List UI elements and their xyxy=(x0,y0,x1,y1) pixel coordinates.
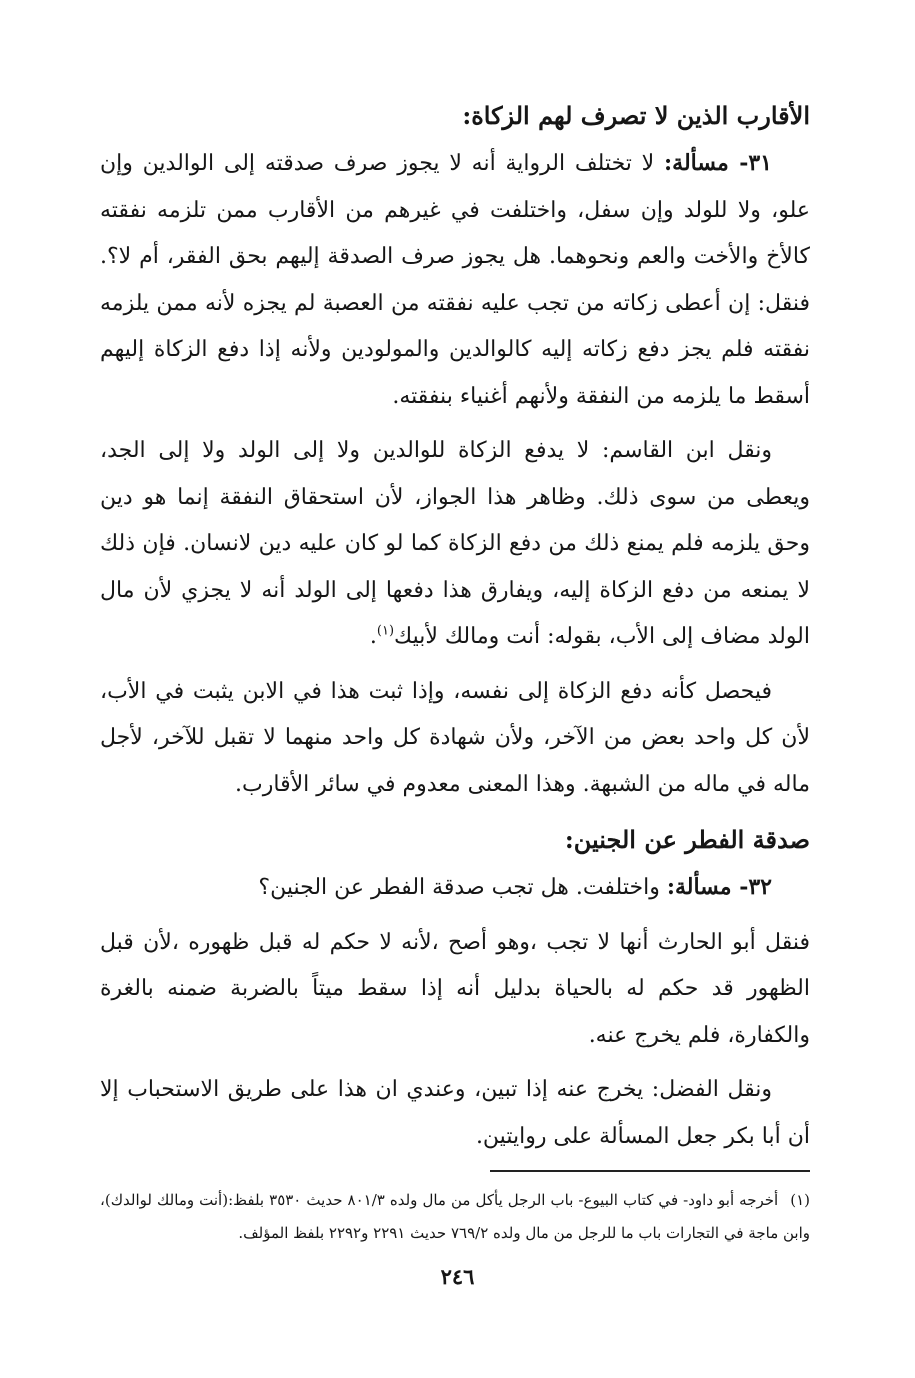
footnote-divider xyxy=(490,1170,810,1172)
issue-31-text: لا تختلف الرواية أنه لا يجوز صرف صدقته إلى الوالدين وإن علو، ولا للولد وإن سفل، واختلفت في غيرهم من الأقارب ممن تلزمه نفقته كالأخ والأخت والعم ونحوهما. هل يجوز صرف الصدقة إليهم بحق الفقر، أم لا؟. فنقل: إن أعطى زكاته من تجب عليه نفقته من العصبة لم يجزه لأنه ممن يلزمه نفقته فلم يجز دفع زكاته إليه كالوالدين والمولودين ولأنه إذا دفع الزكاة إليهم أسقط ما يلزمه من النفقة ولأنهم أغنياء بنفقته. xyxy=(100,151,810,409)
issue-32-paragraph xyxy=(100,864,810,912)
paragraph-end-mark: . xyxy=(369,624,377,649)
issue-32-text: واختلفت. هل تجب صدقة الفطر عن الجنين؟ xyxy=(258,875,660,900)
ibn-alqasim-text: ونقل ابن القاسم: لا يدفع الزكاة للوالدين ولا إلى الولد ولا إلى الجد، ويعطى من سوى ذلك. وظاهر هذا الجواز، لأن استحقاق النفقة إنما هو دين وحق يلزمه فلم يمنع ذلك من دفع الزكاة كما لو كان عليه دين لانسان. فإن ذلك لا يمنعه من دفع الزكاة إليه، ويفارق هذا دفعها إلى الولد أنه لا يجزي لأن مال الولد مضاف إلى الأب، بقوله: أنت ومالك لأبيك xyxy=(100,438,810,649)
footnote-text: أخرجه أبو داود- في كتاب البيوع- باب الرجل يأكل من مال ولده ٨٠١/٣ حديث ٣٥٣٠ بلفظ:(أنت ومالك لوالدك)، وابن ماجة في التجارات باب ما للرجل من مال ولده ٧٦٩/٢ حديث ٢٢٩١ و٢٢٩٢ بلفظ المؤلف. xyxy=(100,1191,810,1242)
issue-31-paragraph xyxy=(100,140,810,420)
issue-31-number: ٣١- مسألة: xyxy=(664,150,772,176)
section-heading-relatives: الأقارب الذين لا تصرف لهم الزكاة: xyxy=(462,101,810,130)
footnote-marker: (١) xyxy=(790,1191,810,1209)
footnote-reference: (١) xyxy=(376,623,395,639)
al-fadl-paragraph: ونقل الفضل: يخرج عنه إذا تبين، وعندي ان هذا على طريق الاستحباب إلا أن أبا بكر جعل المسألة على روايتين. xyxy=(100,1077,810,1149)
page-number: ٢٤٦ xyxy=(440,1264,475,1289)
footnote xyxy=(100,1184,810,1250)
father-son-paragraph: فيحصل كأنه دفع الزكاة إلى نفسه، وإذا ثبت هذا في الابن يثبت في الأب، لأن كل واحد بعض من الآخر، ولأن شهادة كل واحد منهما لا تقبل للآخر، لأجل ماله في ماله من الشبهة. وهذا المعنى معدوم في سائر الأقارب. xyxy=(100,678,810,797)
abu-alharith-paragraph: فنقل أبو الحارث أنها لا تجب ،وهو أصح ،لأنه لا حكم له قبل ظهوره ،لأن قبل الظهور قد حكم له بالحياة بدليل أنه إذا سقط ميتاً بالضربة ضمنه بالغرة والكفارة، فلم يخرج عنه. xyxy=(100,929,810,1048)
section-heading-fitr-fetus: صدقة الفطر عن الجنين: xyxy=(564,825,810,854)
ibn-alqasim-paragraph xyxy=(100,428,810,661)
issue-32-number: ٣٢- مسألة: xyxy=(666,874,772,900)
